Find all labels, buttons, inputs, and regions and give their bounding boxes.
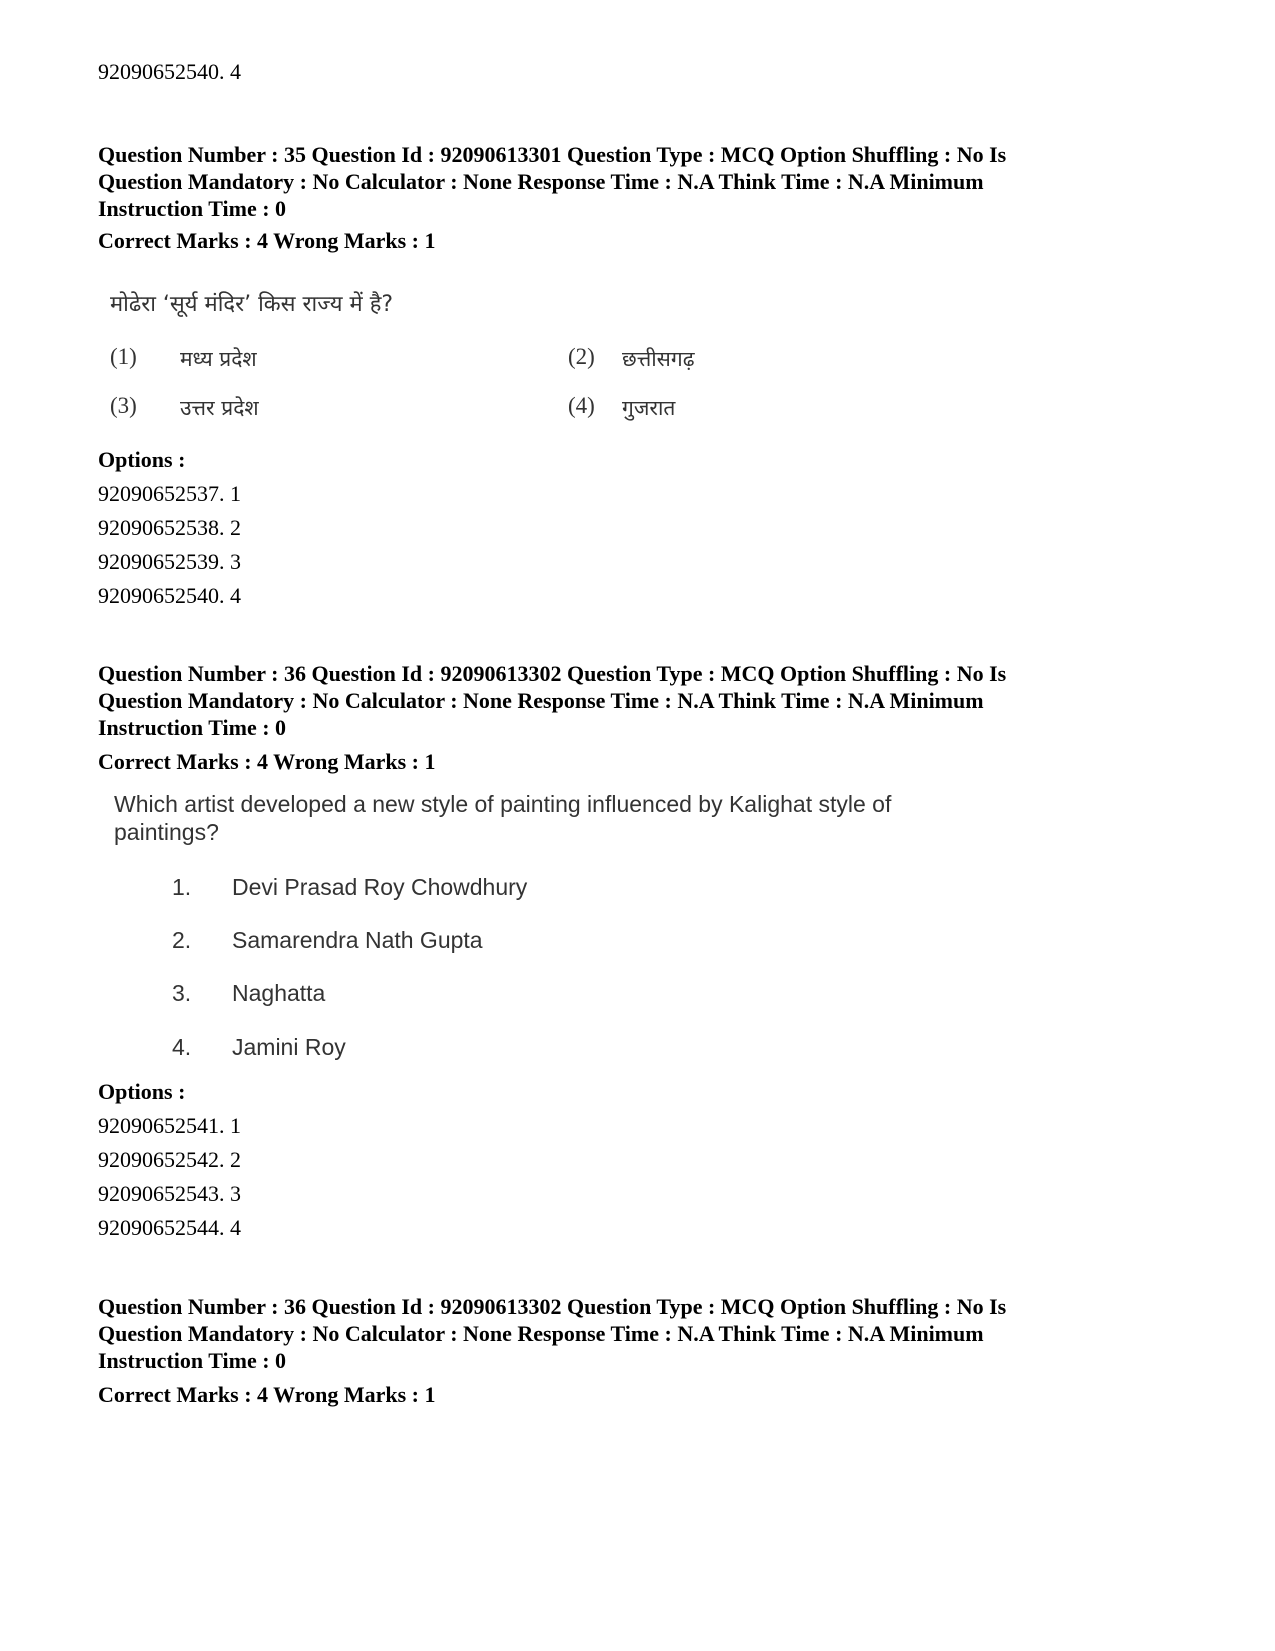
choice-text: Devi Prasad Roy Chowdhury [232, 874, 528, 900]
question-text: Which artist developed a new style of painting influenced by Kalighat style of [114, 791, 892, 817]
option-line: 92090652538. 2 [98, 515, 241, 540]
choice-text: Naghatta [232, 980, 326, 1006]
option-line: 92090652544. 4 [98, 1215, 241, 1240]
choice-number: (2) [568, 344, 595, 369]
option-line: 92090652537. 1 [98, 481, 241, 506]
question-text: paintings? [114, 819, 219, 845]
option-line: 92090652540. 4 [98, 583, 241, 608]
options-label: Options : [98, 1079, 186, 1104]
choice-text: उत्तर प्रदेश [180, 396, 259, 420]
choice-text: मध्य प्रदेश [180, 347, 257, 371]
choice-number: (4) [568, 393, 595, 418]
choice-number: 2. [172, 927, 192, 953]
question-header-line: Instruction Time : 0 [98, 1348, 287, 1373]
option-line: 92090652542. 2 [98, 1147, 241, 1172]
question-header-line: Question Mandatory : No Calculator : None Response Time : N.A Think Time : N.A Minimum [98, 169, 984, 194]
choice-number: 3. [172, 980, 192, 1006]
option-line: 92090652540. 4 [98, 59, 241, 84]
question-header-line: Question Number : 36 Question Id : 92090613302 Question Type : MCQ Option Shuffling : No Is [98, 1294, 1007, 1319]
question-header-line: Question Number : 35 Question Id : 92090613301 Question Type : MCQ Option Shuffling : No Is [98, 142, 1007, 167]
choice-number: (1) [110, 344, 137, 369]
question-text: मोढेरा ‘सूर्य मंदिर’ किस राज्य में है? [110, 292, 394, 317]
question-header-line: Instruction Time : 0 [98, 196, 287, 221]
option-line: 92090652543. 3 [98, 1181, 241, 1206]
question-header-line: Instruction Time : 0 [98, 715, 287, 740]
option-line: 92090652541. 1 [98, 1113, 241, 1138]
choice-text: गुजरात [622, 396, 676, 420]
choice-number: (3) [110, 393, 137, 418]
question-header-line: Question Mandatory : No Calculator : None Response Time : N.A Think Time : N.A Minimum [98, 688, 984, 713]
marks-line: Correct Marks : 4 Wrong Marks : 1 [98, 1382, 436, 1407]
choice-number: 4. [172, 1034, 192, 1060]
choice-text: छत्तीसगढ़ [622, 347, 695, 371]
choice-text: Samarendra Nath Gupta [232, 927, 483, 953]
marks-line: Correct Marks : 4 Wrong Marks : 1 [98, 749, 436, 774]
choice-text: Jamini Roy [232, 1034, 346, 1060]
options-label: Options : [98, 447, 186, 472]
option-line: 92090652539. 3 [98, 549, 241, 574]
choice-number: 1. [172, 874, 192, 900]
marks-line: Correct Marks : 4 Wrong Marks : 1 [98, 228, 436, 253]
question-header-line: Question Number : 36 Question Id : 92090613302 Question Type : MCQ Option Shuffling : No Is [98, 661, 1007, 686]
question-header-line: Question Mandatory : No Calculator : None Response Time : N.A Think Time : N.A Minimum [98, 1321, 984, 1346]
